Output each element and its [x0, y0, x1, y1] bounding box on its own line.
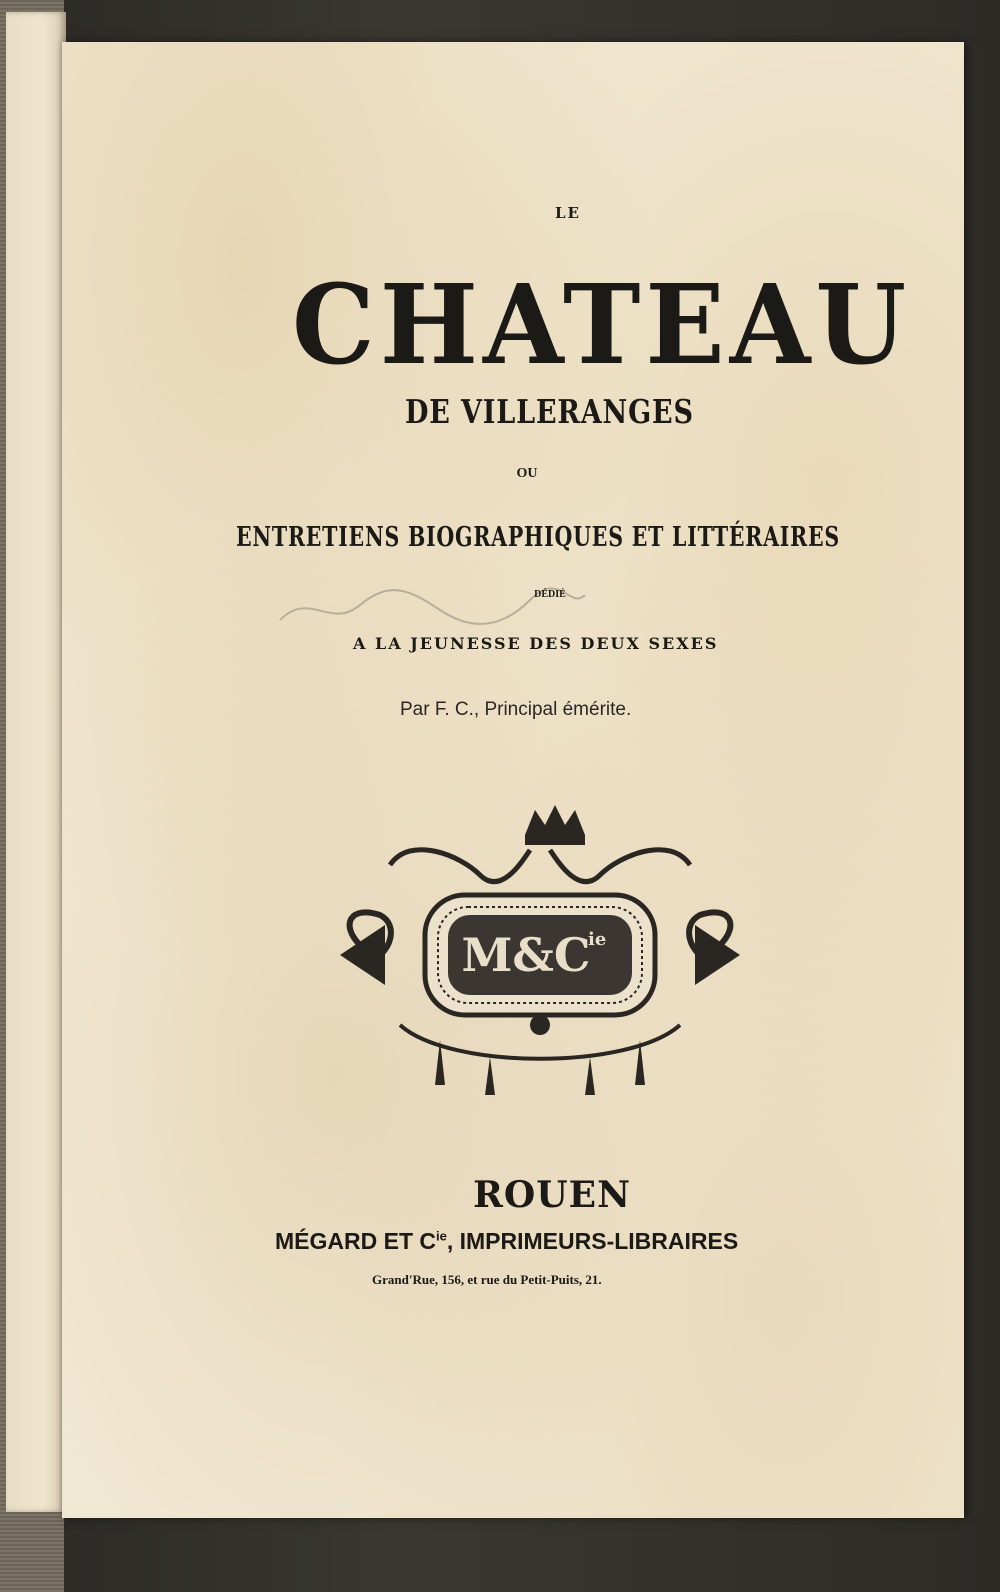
author-line: Par F. C., Principal émérite. [400, 699, 632, 720]
dedication-label: DÉDIÉ [534, 589, 566, 600]
imprint-city: ROUEN [473, 1174, 632, 1216]
dedication: A LA JEUNESSE DES DEUX SEXES [353, 634, 719, 653]
title-conjunction: OU [516, 466, 538, 481]
show-through-text [320, 420, 332, 460]
logo-monogram: M&C [461, 928, 591, 982]
imprint-publisher: MÉGARD ET $C^{ie}$, IMPRIMEURS-LIBRAIRES [275, 1228, 739, 1254]
imprint-address: Grand'Rue, 156, et rue du Petit-Puits, 21. [372, 1272, 602, 1287]
previous-page-edge [6, 12, 66, 1512]
logo-monogram-sup: ie [588, 929, 607, 950]
publisher-logo [330, 795, 750, 1105]
page-title: CHATEAU [292, 260, 912, 390]
title-line-2: DE VILLERANGES [405, 392, 694, 431]
subtitle: ENTRETIENS BIOGRAPHIQUES ET LITTÉRAIRES [236, 522, 840, 553]
title-article: LE [555, 204, 581, 222]
